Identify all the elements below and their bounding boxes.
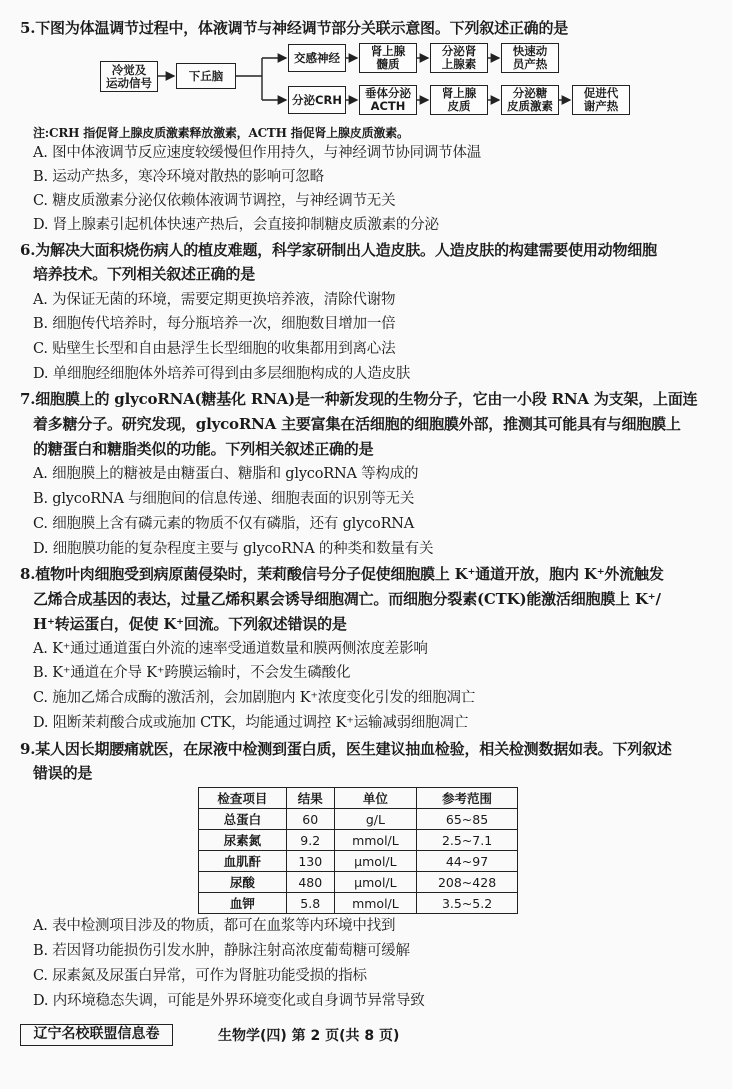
table-header: 单位 xyxy=(334,788,416,809)
table-header: 参考范围 xyxy=(417,788,518,809)
diagram-box-fast-heat: 快速动 员产热 xyxy=(501,43,559,73)
diagram-box-adrenal-medulla: 肾上腺 髓质 xyxy=(359,43,417,73)
table-cell: 2.5~7.1 xyxy=(417,830,518,851)
footer-series-title: 辽宁名校联盟信息卷 xyxy=(20,1024,173,1046)
q6-option-c: C. 贴壁生长型和自由悬浮生长型细胞的收集都用到离心法 xyxy=(33,341,396,357)
table-cell: 65~85 xyxy=(417,809,518,830)
q9-option-a: A. 表中检测项目涉及的物质，都可在血浆等内环境中找到 xyxy=(33,918,396,934)
q5-option-c: C. 糖皮质激素分泌仅依赖体液调节调控，与神经调节无关 xyxy=(33,193,396,209)
table-cell: 3.5~5.2 xyxy=(417,893,518,914)
q9-option-d: D. 内环境稳态失调，可能是外界环境变化或自身调节异常导致 xyxy=(33,993,425,1009)
diagram-box-promote-metabolism: 促进代 谢产热 xyxy=(572,85,630,115)
q6-option-b: B. 细胞传代培养时，每分瓶培养一次，细胞数目增加一倍 xyxy=(33,316,396,332)
table-cell: 130 xyxy=(286,851,334,872)
table-cell: 血肌酐 xyxy=(199,851,287,872)
diagram-box-stimulus: 冷觉及 运动信号 xyxy=(100,61,158,92)
q8-option-d: D. 阻断茉莉酸合成或施加 CTK，均能通过调控 K⁺运输减弱细胞凋亡 xyxy=(33,715,469,731)
table-header: 结果 xyxy=(286,788,334,809)
diagram-box-secrete-crh: 分泌CRH xyxy=(288,86,346,114)
table-cell: 208~428 xyxy=(417,872,518,893)
table-cell: μmol/L xyxy=(334,851,416,872)
q9-stem-line1: 9.某人因长期腰痛就医，在尿液中检测到蛋白质，医生建议抽血检验，相关检测数据如表。下列叙述 xyxy=(20,740,672,758)
q5-option-b: B. 运动产热多，寒冷环境对散热的影响可忽略 xyxy=(33,169,324,185)
table-cell: 480 xyxy=(286,872,334,893)
diagram-box-secrete-epinephrine: 分泌肾 上腺素 xyxy=(430,43,488,73)
footer-page-number: 生物学(四) 第 2 页(共 8 页) xyxy=(218,1028,400,1044)
q9-option-c: C. 尿素氮及尿蛋白异常，可作为肾脏功能受损的指标 xyxy=(33,968,367,984)
table-cell: 总蛋白 xyxy=(199,809,287,830)
table-cell: g/L xyxy=(334,809,416,830)
q8-option-a: A. K⁺通过通道蛋白外流的速率受通道数量和膜两侧浓度差影响 xyxy=(33,641,428,657)
table-row xyxy=(199,830,518,851)
table-cell: 尿素氮 xyxy=(199,830,287,851)
table-cell: 血钾 xyxy=(199,893,287,914)
q5-option-d: D. 肾上腺素引起机体快速产热后，会直接抑制糖皮质激素的分泌 xyxy=(33,217,439,233)
q7-stem-line1: 7.细胞膜上的 glycoRNA(糖基化 RNA)是一种新发现的生物分子，它由一小段 RNA 为支架，上面连 xyxy=(20,390,698,408)
lab-results-table xyxy=(198,787,518,914)
q8-stem-line3: H⁺转运蛋白，促使 K⁺回流。下列叙述错误的是 xyxy=(33,615,347,633)
table-cell: μmol/L xyxy=(334,872,416,893)
diagram-box-sympathetic: 交感神经 xyxy=(288,44,346,72)
q7-stem-line2: 着多糖分子。研究发现，glycoRNA 主要富集在活细胞的细胞膜外部，推测其可能具有与细胞膜上 xyxy=(33,415,681,433)
q7-option-c: C. 细胞膜上含有磷元素的物质不仅有磷脂，还有 glycoRNA xyxy=(33,516,415,532)
q9-option-b: B. 若因肾功能损伤引发水肿，静脉注射高浓度葡萄糖可缓解 xyxy=(33,943,410,959)
table-cell: 尿酸 xyxy=(199,872,287,893)
diagram-box-secrete-corticoid: 分泌糖 皮质激素 xyxy=(501,85,559,115)
q6-stem-line1: 6.为解决大面积烧伤病人的植皮难题，科学家研制出人造皮肤。人造皮肤的构建需要使用动物细胞 xyxy=(20,241,657,259)
q9-stem-line2: 错误的是 xyxy=(33,764,93,782)
q5-note: 注:CRH 指促肾上腺皮质激素释放激素，ACTH 指促肾上腺皮质激素。 xyxy=(33,126,409,140)
q6-option-a: A. 为保证无菌的环境，需要定期更换培养液，清除代谢物 xyxy=(33,292,396,308)
table-row xyxy=(199,809,518,830)
q6-stem-line2: 培养技术。下列相关叙述正确的是 xyxy=(33,265,256,283)
q7-option-d: D. 细胞膜功能的复杂程度主要与 glycoRNA 的种类和数量有关 xyxy=(33,541,434,557)
table-header: 检查项目 xyxy=(199,788,287,809)
q7-stem-line3: 的糖蛋白和糖脂类似的功能。下列相关叙述正确的是 xyxy=(33,440,374,458)
diagram-box-adrenal-cortex: 肾上腺 皮质 xyxy=(430,85,488,115)
q7-option-b: B. glycoRNA 与细胞间的信息传递、细胞表面的识别等无关 xyxy=(33,491,415,507)
table-header-row xyxy=(199,788,518,809)
table-cell: 60 xyxy=(286,809,334,830)
q8-stem-line2: 乙烯合成基因的表达，过量乙烯积累会诱导细胞凋亡。而细胞分裂素(CTK)能激活细胞膜上 K⁺/ xyxy=(33,590,661,608)
table-cell: mmol/L xyxy=(334,893,416,914)
q5-option-a: A. 图中体液调节反应速度较缓慢但作用持久，与神经调节协同调节体温 xyxy=(33,145,482,161)
q7-option-a: A. 细胞膜上的糖被是由糖蛋白、糖脂和 glycoRNA 等构成的 xyxy=(33,466,419,482)
diagram-box-hypothalamus: 下丘脑 xyxy=(176,63,236,89)
q6-option-d: D. 单细胞经细胞体外培养可得到由多层细胞构成的人造皮肤 xyxy=(33,366,411,382)
diagram-box-pituitary-acth: 垂体分泌 ACTH xyxy=(359,85,417,115)
table-row xyxy=(199,893,518,914)
q8-option-c: C. 施加乙烯合成酶的激活剂，会加剧胞内 K⁺浓度变化引发的细胞凋亡 xyxy=(33,690,476,706)
table-cell: 5.8 xyxy=(286,893,334,914)
q5-stem: 5.下图为体温调节过程中，体液调节与神经调节部分关联示意图。下列叙述正确的是 xyxy=(20,19,569,37)
q8-option-b: B. K⁺通道在介导 K⁺跨膜运输时，不会发生磷酸化 xyxy=(33,665,351,681)
table-cell: 44~97 xyxy=(417,851,518,872)
table-row xyxy=(199,872,518,893)
table-cell: mmol/L xyxy=(334,830,416,851)
q8-stem-line1: 8.植物叶肉细胞受到病原菌侵染时，茉莉酸信号分子促使细胞膜上 K⁺通道开放，胞内 K⁺外流触发 xyxy=(20,565,664,583)
table-row xyxy=(199,851,518,872)
table-cell: 9.2 xyxy=(286,830,334,851)
